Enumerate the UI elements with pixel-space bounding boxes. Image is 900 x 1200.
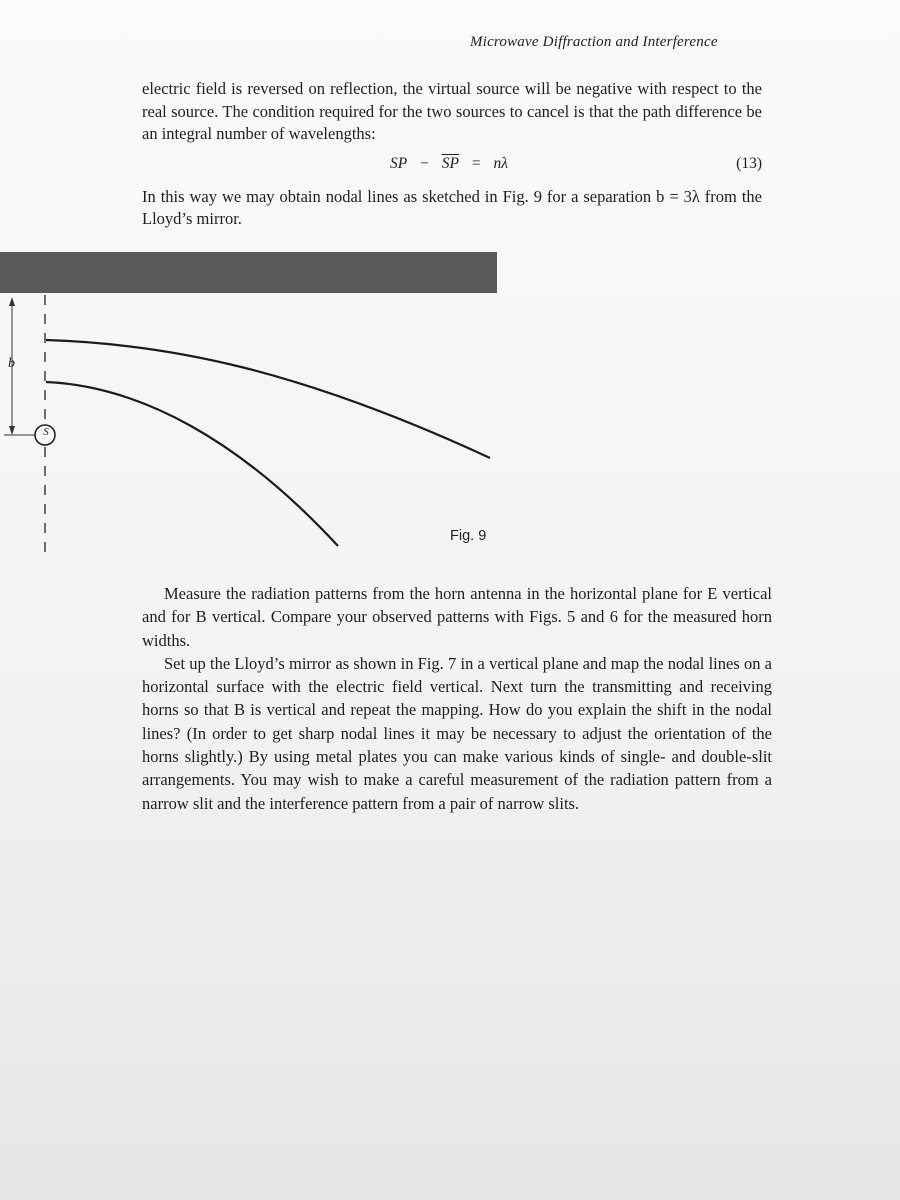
equation-equals: = (471, 154, 481, 172)
dimension-arrow-top (9, 297, 15, 306)
equation-minus: − (420, 154, 429, 172)
equation-number: (13) (736, 154, 762, 172)
top-text-block (142, 78, 762, 231)
equation-virtual-term: $\overline{SP}$ (441, 154, 459, 172)
nodal-line-lower (46, 382, 338, 546)
body-text-block (142, 582, 772, 815)
equation-13 (142, 150, 762, 180)
figure-9-drawing (0, 250, 900, 560)
source-label: S (43, 426, 49, 438)
nodal-line-upper (46, 340, 490, 458)
running-header: Microwave Diffraction and Interference (470, 34, 718, 50)
figure-caption: Fig. 9 (450, 528, 487, 544)
intro-paragraph: electric field is reversed on reflection, the virtual source will be negative with respect to the real source. The condition required for the two sources to cancel is that the path difference be an integral number of wavelengths: (142, 79, 762, 143)
separation-label: b (8, 356, 15, 371)
equation-expression (390, 153, 508, 176)
body-paragraph-2: Set up the Lloyd’s mirror as shown in Fig. 7 in a vertical plane and map the nodal lines on a horizontal surface with the electric field vertical. Next turn the transmitting and receiving horns so that B is vertical and repeat the mapping. How do you explain the shift in the nodal lines? (In order to get sharp nodal lines it may be necessary to adjust the orientation of the horns slightly.) By using metal plates you can make various kinds of single- and double-slit arrangements. You may wish to make a careful measurement of the radiation pattern from a narrow slit and the interference pattern from a pair of narrow slits. (142, 653, 772, 813)
figure-9 (0, 250, 900, 560)
lloyds-mirror (0, 252, 497, 293)
body-paragraph-1: Measure the radiation patterns from the horn antenna in the horizontal plane for E vertical and for B vertical. Compare your observed patterns with Figs. 5 and 6 for the measured horn widths. (142, 584, 772, 650)
equation-rhs: nλ (493, 154, 508, 172)
after-equation-paragraph: In this way we may obtain nodal lines as sketched in Fig. 9 for a separation b = 3λ from the Lloyd’s mirror. (142, 186, 762, 228)
dimension-arrow-bottom (9, 426, 15, 435)
equation-lhs-term: SP (390, 154, 408, 172)
